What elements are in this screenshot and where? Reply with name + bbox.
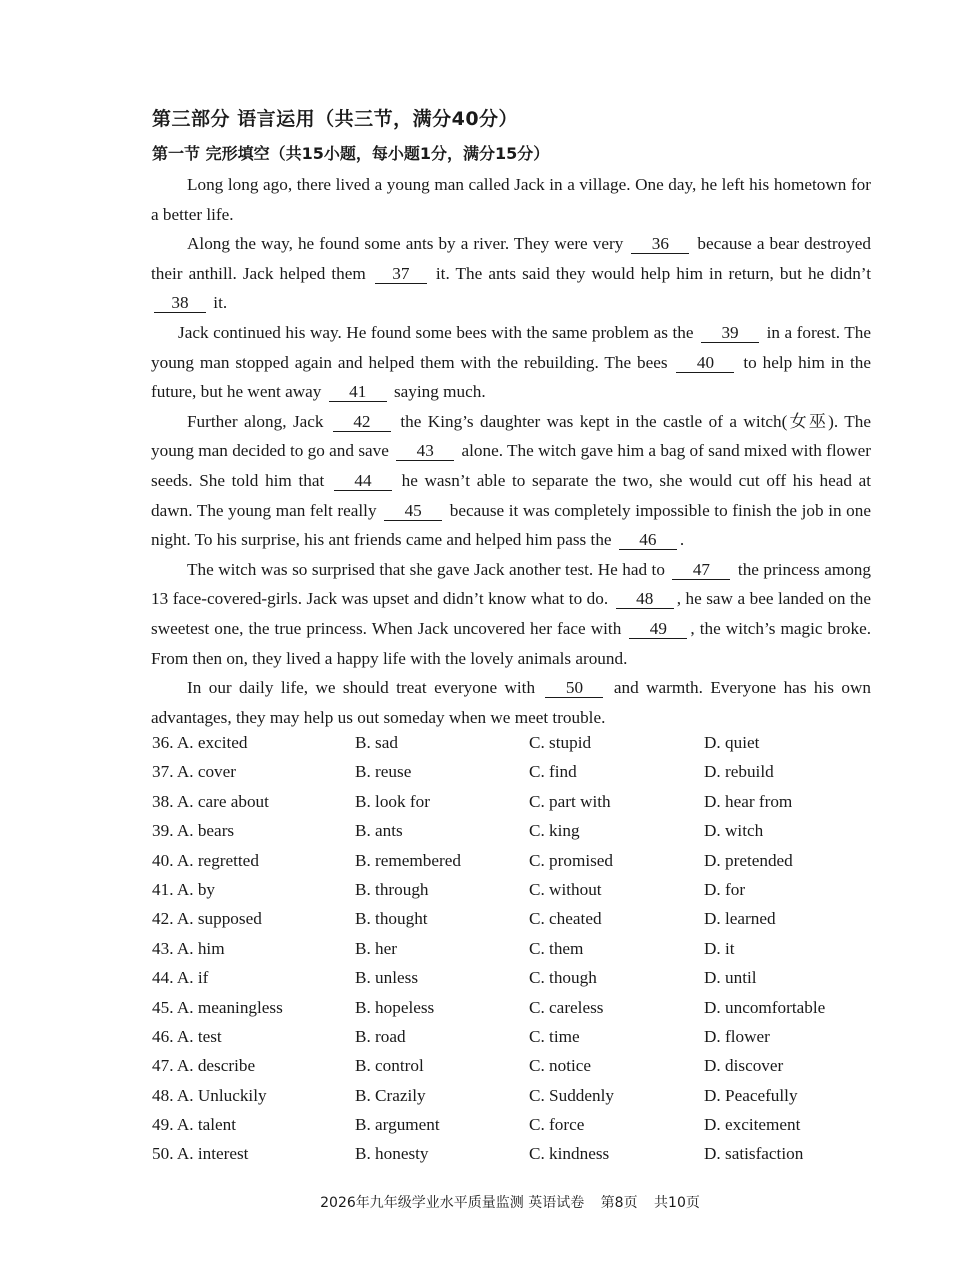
- option-47-c: C. notice: [529, 1056, 592, 1076]
- option-42-a: 42. A. supposed: [152, 909, 262, 929]
- option-50-a: 50. A. interest: [152, 1144, 249, 1164]
- option-50-b: B. honesty: [355, 1144, 429, 1164]
- blank-38: 38: [154, 294, 206, 313]
- blank-39: 39: [701, 324, 759, 343]
- blank-50: 50: [545, 679, 603, 698]
- option-39-d: D. witch: [704, 821, 764, 841]
- option-40-a: 40. A. regretted: [152, 850, 259, 870]
- blank-36: 36: [631, 235, 689, 254]
- option-49-b: B. argument: [355, 1115, 440, 1135]
- option-37-c: C. find: [529, 762, 577, 782]
- blank-49: 49: [629, 620, 687, 639]
- option-47-d: D. discover: [704, 1056, 784, 1076]
- exam-name: 2026年九年级学业水平质量监测 英语试卷: [320, 1195, 585, 1211]
- option-row-36: [152, 733, 872, 762]
- paragraph-4: Further along, Jack 42 the King’s daughter was kept in the castle of a witch(女巫). The young man decided to go and save 43 alone. The witch gave him a bag of sand mixed with flower seeds. She told him that 44 he wasn’t able to separate the two, she would cut off his head at dawn. The young man felt really 45 because it was completely impossible to finish the job in one night. To his surprise, his ant friends came and helped him pass the 46 .: [151, 411, 872, 550]
- paragraph-5: The witch was so surprised that she gave Jack another test. He had to 47 the princess among 13 face-covered-girls. Jack was upset and didn’t know what to do. 48 , he saw a bee landed on the sweetest one, the true princess. When Jack uncovered her face with 49 , the witch’s magic broke. From then on, they lived a happy life with the lovely animals around.: [151, 559, 871, 668]
- option-38-c: C. part with: [529, 791, 611, 811]
- option-37-b: B. reuse: [355, 762, 412, 782]
- option-43-c: C. them: [529, 938, 584, 958]
- answer-options: [152, 733, 872, 1174]
- option-47-a: 47. A. describe: [152, 1056, 256, 1076]
- section-title: 第一节 完形填空（共15小题，每小题1分，满分15分）: [152, 144, 550, 163]
- cloze-passage: [151, 170, 871, 732]
- option-row-38: [152, 792, 872, 821]
- option-row-45: [152, 998, 872, 1027]
- page-total: 共10页: [654, 1195, 700, 1211]
- option-36-a: 36. A. excited: [152, 733, 248, 752]
- option-50-c: C. kindness: [529, 1144, 610, 1164]
- option-49-c: C. force: [529, 1115, 585, 1135]
- option-row-47: [152, 1056, 872, 1085]
- option-row-39: [152, 821, 872, 850]
- option-row-44: [152, 968, 872, 997]
- option-row-40: [152, 851, 872, 880]
- option-46-a: 46. A. test: [152, 1026, 222, 1046]
- option-37-d: D. rebuild: [704, 762, 774, 782]
- option-45-c: C. careless: [529, 997, 604, 1017]
- blank-47: 47: [672, 561, 730, 580]
- blank-40: 40: [676, 354, 734, 373]
- option-row-42: [152, 909, 872, 938]
- option-40-c: C. promised: [529, 850, 614, 870]
- option-41-a: 41. A. by: [152, 879, 216, 899]
- option-41-b: B. through: [355, 879, 429, 899]
- option-42-c: C. cheated: [529, 909, 602, 929]
- option-40-b: B. remembered: [355, 850, 461, 870]
- option-43-d: D. it: [704, 938, 735, 958]
- option-46-b: B. road: [355, 1026, 406, 1046]
- option-46-c: C. time: [529, 1026, 580, 1046]
- paragraph-6: In our daily life, we should treat everyone with 50 and warmth. Everyone has his own advantages, they may help us out someday when we meet trouble.: [151, 678, 871, 727]
- option-44-c: C. though: [529, 968, 597, 988]
- option-49-d: D. excitement: [704, 1115, 801, 1135]
- option-row-41: [152, 880, 872, 909]
- option-38-b: B. look for: [355, 791, 430, 811]
- option-48-c: C. Suddenly: [529, 1085, 614, 1105]
- option-47-b: B. control: [355, 1056, 424, 1076]
- option-row-46: [152, 1027, 872, 1056]
- option-43-a: 43. A. him: [152, 938, 225, 958]
- paragraph-2: Along the way, he found some ants by a river. They were very 36 because a bear destroyed their anthill. Jack helped them 37 it. The ants said they would help him in return, but he didn’t 38 it.: [151, 234, 871, 313]
- option-38-d: D. hear from: [704, 791, 793, 811]
- option-41-c: C. without: [529, 879, 602, 899]
- option-44-a: 44. A. if: [152, 968, 209, 988]
- option-45-a: 45. A. meaningless: [152, 997, 283, 1017]
- page-number: 第8页: [600, 1195, 638, 1211]
- blank-45: 45: [384, 502, 442, 521]
- option-49-a: 49. A. talent: [152, 1115, 237, 1135]
- option-44-d: D. until: [704, 968, 757, 988]
- option-48-d: D. Peacefully: [704, 1085, 798, 1105]
- option-36-b: B. sad: [355, 733, 398, 752]
- paragraph-3: Jack continued his way. He found some bees with the same problem as the 39 in a forest. The young man stopped again and helped them with the rebuilding. The bees 40 to help him in the future, but he went away 41 saying much.: [151, 322, 872, 402]
- option-43-b: B. her: [355, 938, 398, 958]
- option-39-b: B. ants: [355, 821, 403, 841]
- option-38-a: 38. A. care about: [152, 791, 269, 811]
- option-45-b: B. hopeless: [355, 997, 435, 1017]
- option-48-a: 48. A. Unluckily: [152, 1085, 267, 1105]
- option-48-b: B. Crazily: [355, 1085, 426, 1105]
- option-row-37: [152, 762, 872, 791]
- blank-44: 44: [334, 472, 392, 491]
- option-40-d: D. pretended: [704, 850, 793, 870]
- option-39-a: 39. A. bears: [152, 821, 235, 841]
- blank-48: 48: [616, 590, 674, 609]
- blank-37: 37: [375, 265, 427, 284]
- option-50-d: D. satisfaction: [704, 1144, 804, 1164]
- option-36-c: C. stupid: [529, 733, 592, 752]
- blank-46: 46: [619, 531, 677, 550]
- option-row-49: [152, 1115, 872, 1144]
- option-row-48: [152, 1086, 872, 1115]
- part-title: 第三部分 语言运用（共三节，满分40分）: [152, 108, 519, 130]
- option-46-d: D. flower: [704, 1026, 770, 1046]
- paragraph-1: Long long ago, there lived a young man called Jack in a village. One day, he left his hometown for a better life.: [151, 175, 871, 224]
- option-41-d: D. for: [704, 879, 746, 899]
- blank-42: 42: [333, 413, 391, 432]
- option-row-43: [152, 939, 872, 968]
- option-42-d: D. learned: [704, 909, 776, 929]
- option-45-d: D. uncomfortable: [704, 997, 826, 1017]
- option-39-c: C. king: [529, 821, 580, 841]
- option-36-d: D. quiet: [704, 733, 760, 752]
- option-44-b: B. unless: [355, 968, 419, 988]
- option-37-a: 37. A. cover: [152, 762, 237, 782]
- option-row-50: [152, 1144, 872, 1173]
- blank-41: 41: [329, 383, 387, 402]
- option-42-b: B. thought: [355, 909, 428, 929]
- blank-43: 43: [396, 442, 454, 461]
- page-footer: [0, 1192, 960, 1212]
